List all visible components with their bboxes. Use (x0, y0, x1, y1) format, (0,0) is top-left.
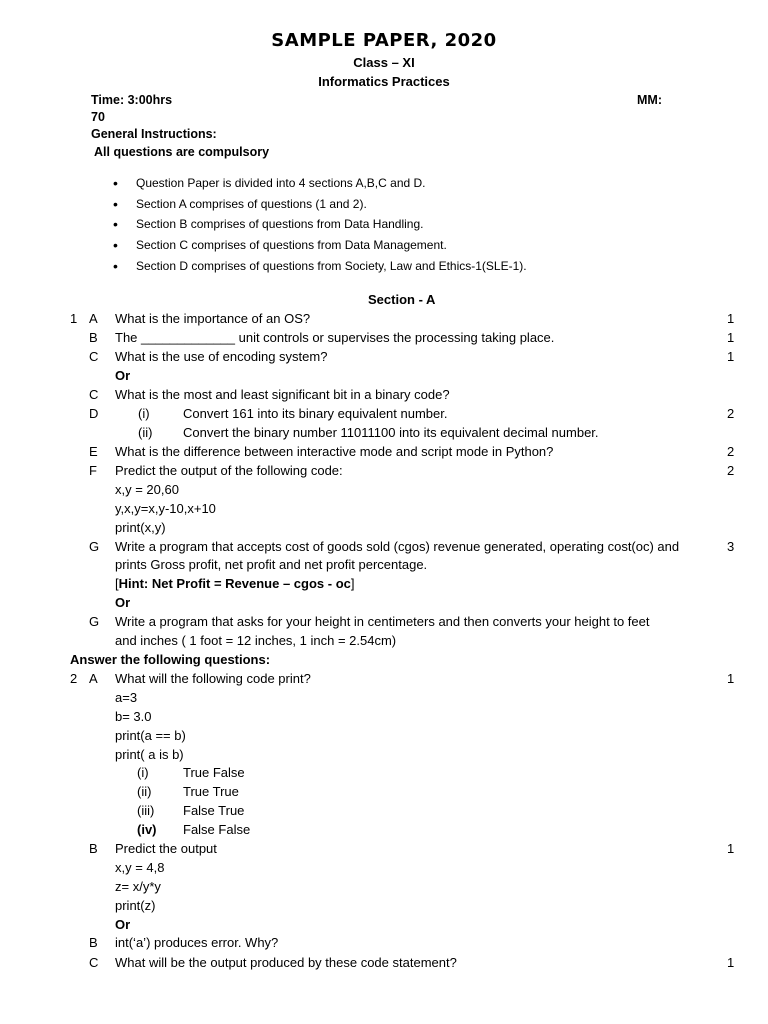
question-text: What is the difference between interactive mode and script mode in Python? (115, 444, 554, 459)
bullet-icon: • (113, 175, 118, 191)
answer-following-heading: Answer the following questions: (70, 652, 271, 667)
question-text: Write a program that asks for your height in centimeters and then converts your height to feet (115, 614, 650, 629)
marks: 1 (727, 955, 735, 970)
bullet-icon: • (113, 237, 118, 253)
instruction-item: • Section D comprises of questions from Society, Law and Ethics-1(SLE-1). (113, 258, 527, 274)
code-line: a=3 (115, 690, 138, 705)
question-letter: C (89, 387, 99, 402)
marks: 1 (727, 671, 735, 686)
question-text: Predict the output (115, 841, 217, 856)
question-text: prints Gross profit, net profit and net profit percentage. (115, 557, 428, 572)
question-text: Convert 161 into its binary equivalent number. (183, 406, 448, 421)
instruction-item: • Section C comprises of questions from Data Management. (113, 237, 447, 253)
or-separator: Or (115, 917, 131, 932)
question-letter: B (89, 935, 98, 950)
subject-label: Informatics Practices (318, 74, 450, 89)
code-line: x,y = 20,60 (115, 482, 179, 497)
question-letter: A (89, 311, 98, 326)
compulsory-note: All questions are compulsory (94, 145, 270, 159)
paper-title: SAMPLE PAPER, 2020 (271, 30, 497, 51)
instruction-item: • Section A comprises of questions (1 and 2). (113, 196, 367, 212)
question-text: and inches ( 1 foot = 12 inches, 1 inch = 2.54cm) (115, 633, 397, 648)
question-letter: D (89, 406, 99, 421)
marks: 1 (727, 841, 735, 856)
code-line: z= x/y*y (115, 879, 161, 894)
mm-label: MM: (637, 93, 662, 107)
question-letter: B (89, 330, 98, 345)
sub-part-number: (i) (138, 406, 150, 421)
section-a-heading: Section - A (368, 292, 436, 307)
question-letter: A (89, 671, 98, 686)
question-letter: F (89, 463, 97, 478)
general-instructions-heading: General Instructions: (91, 127, 217, 141)
question-text: Predict the output of the following code: (115, 463, 343, 478)
question-letter: E (89, 444, 98, 459)
code-line: print( a is b) (115, 747, 184, 762)
code-line: b= 3.0 (115, 709, 152, 724)
hint-text: [Hint: Net Profit = Revenue – cgos - oc] (115, 576, 355, 591)
question-text: Write a program that accepts cost of goods sold (cgos) revenue generated, operating cost(oc) and (115, 539, 680, 554)
question-text: Convert the binary number 11011100 into its equivalent decimal number. (183, 425, 599, 440)
code-line: print(z) (115, 898, 156, 913)
time-label: Time: 3:00hrs (91, 93, 173, 107)
code-line: y,x,y=x,y-10,x+10 (115, 501, 216, 516)
question-text: What will be the output produced by these code statement? (115, 955, 457, 970)
class-label: Class – XI (353, 55, 415, 70)
code-line: print(x,y) (115, 520, 166, 535)
marks: 2 (727, 463, 735, 478)
bullet-icon: • (113, 258, 118, 274)
mm-value: 70 (91, 110, 105, 124)
bullet-icon: • (113, 196, 118, 212)
question-number: 1 (70, 311, 78, 326)
or-separator: Or (115, 595, 131, 610)
code-line: x,y = 4,8 (115, 860, 165, 875)
marks: 2 (727, 406, 735, 421)
instruction-item: • Question Paper is divided into 4 sections A,B,C and D. (113, 175, 426, 191)
question-text: What is the most and least significant bit in a binary code? (115, 387, 450, 402)
marks: 3 (727, 539, 735, 554)
question-number: 2 (70, 671, 78, 686)
marks: 2 (727, 444, 735, 459)
sub-part-number: (ii) (138, 425, 153, 440)
question-letter: C (89, 349, 99, 364)
question-letter: B (89, 841, 98, 856)
marks: 1 (727, 349, 735, 364)
instruction-item: • Section B comprises of questions from Data Handling. (113, 216, 424, 232)
question-letter: G (89, 539, 100, 554)
or-separator: Or (115, 368, 131, 383)
marks: 1 (727, 311, 735, 326)
question-text: What is the importance of an OS? (115, 311, 311, 326)
question-letter: C (89, 955, 99, 970)
question-text: int(‘a’) produces error. Why? (115, 935, 279, 950)
bullet-icon: • (113, 216, 118, 232)
question-text: What will the following code print? (115, 671, 311, 686)
marks: 1 (727, 330, 735, 345)
code-line: print(a == b) (115, 728, 186, 743)
question-letter: G (89, 614, 100, 629)
question-text: What is the use of encoding system? (115, 349, 328, 364)
question-text: The _____________ unit controls or supervises the processing taking place. (115, 330, 555, 345)
